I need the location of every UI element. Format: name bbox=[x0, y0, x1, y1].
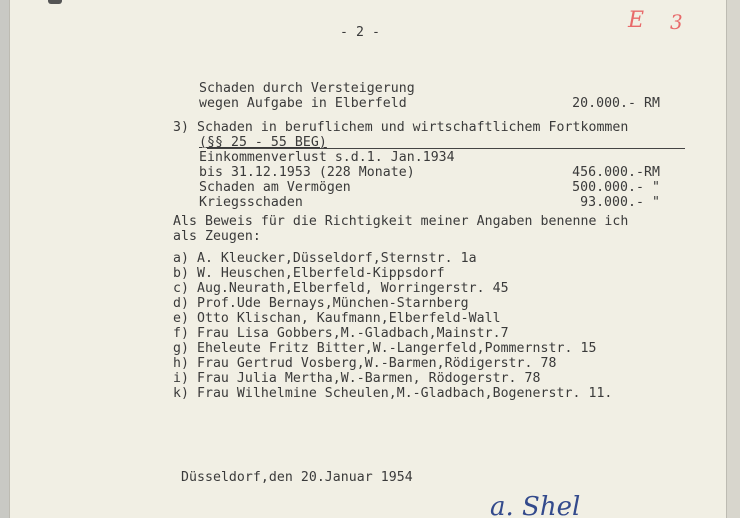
witnesses-intro-line2: als Zeugen: bbox=[173, 229, 261, 244]
section3-heading: 3) Schaden in beruflichem und wirtschaftlichem Fortkommen bbox=[173, 120, 629, 135]
assets-damage-amount: 500.000.- " bbox=[572, 180, 660, 195]
witness-a: a) A. Kleucker,Düsseldorf,Sternstr. 1a bbox=[173, 251, 477, 266]
margin-mark-number: 3 bbox=[670, 10, 683, 34]
witnesses-intro-line1: Als Beweis für die Richtigkeit meiner Angaben benenne ich bbox=[173, 214, 629, 229]
page-number: - 2 - bbox=[340, 25, 380, 40]
witness-f: f) Frau Lisa Gobbers,M.-Gladbach,Mainstr.7 bbox=[173, 326, 509, 341]
witness-h: h) Frau Gertrud Vosberg,W.-Barmen,Rödigerstr. 78 bbox=[173, 356, 557, 371]
section3-reference: (§§ 25 - 55 BEG) bbox=[199, 135, 327, 150]
handwritten-signature: a. Shel bbox=[490, 492, 581, 518]
auction-damage-line1: Schaden durch Versteigerung bbox=[199, 81, 415, 96]
witness-k: k) Frau Wilhelmine Scheulen,M.-Gladbach,Bogenerstr. 11. bbox=[173, 386, 613, 401]
witness-e: e) Otto Klischan, Kaufmann,Elberfeld-Wall bbox=[173, 311, 501, 326]
witness-g: g) Eheleute Fritz Bitter,W.-Langerfeld,Pommernstr. 15 bbox=[173, 341, 597, 356]
typewritten-page bbox=[10, 0, 726, 518]
income-loss-line2: bis 31.12.1953 (228 Monate) bbox=[199, 165, 415, 180]
auction-damage-line2: wegen Aufgabe in Elberfeld bbox=[199, 96, 407, 111]
war-damage-amount: 93.000.- " bbox=[580, 195, 660, 210]
place-date: Düsseldorf,den 20.Januar 1954 bbox=[181, 470, 413, 485]
margin-mark-letter: E bbox=[628, 8, 645, 33]
income-loss-line1: Einkommenverlust s.d.1. Jan.1934 bbox=[199, 150, 455, 165]
witness-d: d) Prof.Ude Bernays,München-Starnberg bbox=[173, 296, 469, 311]
war-damage-label: Kriegsschaden bbox=[199, 195, 303, 210]
adjacent-page-edge bbox=[724, 0, 740, 518]
assets-damage-label: Schaden am Vermögen bbox=[199, 180, 351, 195]
witness-b: b) W. Heuschen,Elberfeld-Kippsdorf bbox=[173, 266, 445, 281]
witness-i: i) Frau Julia Mertha,W.-Barmen, Rödogerstr. 78 bbox=[173, 371, 541, 386]
staple-mark bbox=[48, 0, 62, 4]
auction-damage-amount: 20.000.- RM bbox=[572, 96, 660, 111]
income-loss-amount: 456.000.-RM bbox=[572, 165, 660, 180]
witness-c: c) Aug.Neurath,Elberfeld, Worringerstr. 45 bbox=[173, 281, 509, 296]
